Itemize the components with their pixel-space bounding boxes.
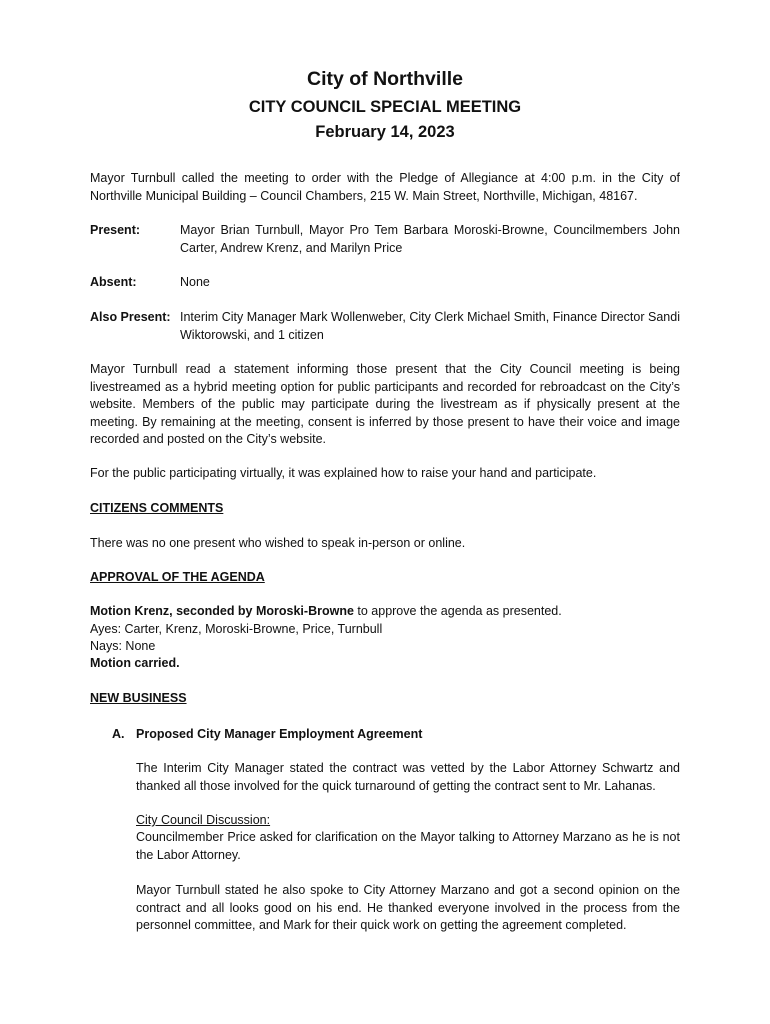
motion-text: to approve the agenda as presented.: [353, 604, 562, 618]
also-present-label: Also Present:: [90, 310, 171, 324]
livestream-statement: Mayor Turnbull read a statement informing those present that the City Council meeting is being livestreamed as a hybrid meeting option for public participants and recorded for rebroadcast on the City’s website. Members of the public may participate during the livestream as if physically present at the meeting. By remaining at the meeting, consent is inferred by those present to have their voice and image recorded and posted on the City’s website.: [90, 362, 680, 446]
meeting-date: February 14, 2023: [315, 123, 455, 141]
agenda-nays: Nays: None: [90, 639, 156, 653]
discussion-label: City Council Discussion:: [136, 813, 271, 827]
absent-label: Absent:: [90, 275, 137, 289]
new-business-heading: NEW BUSINESS: [90, 691, 187, 705]
city-title: City of Northville: [306, 68, 463, 90]
meeting-title: CITY COUNCIL SPECIAL MEETING: [248, 98, 522, 116]
item-a-paragraph-3: Mayor Turnbull stated he also spoke to City Attorney Marzano and got a second opinion on the contract and all looks good on his end. He thanked everyone involved in the process from the personnel committee, and Mark for their quick work on getting the agreement completed.: [136, 883, 680, 932]
citizens-comments-heading: CITIZENS COMMENTS: [90, 501, 224, 515]
agenda-ayes: Ayes: Carter, Krenz, Moroski-Browne, Price, Turnbull: [90, 622, 383, 636]
item-a-title: Proposed City Manager Employment Agreement: [136, 727, 423, 741]
item-a-paragraph-1: The Interim City Manager stated the contract was vetted by the Labor Attorney Schwartz and thanked all those involved for the quick turnaround of getting the contract sent to Mr. Lahanas.: [136, 761, 680, 793]
intro-paragraph: Mayor Turnbull called the meeting to order with the Pledge of Allegiance at 4:00 p.m. in the City of Northville Municipal Building – Council Chambers, 215 W. Main Street, Northville, Michigan, 48167.: [90, 171, 680, 203]
virtual-participation-note: For the public participating virtually, it was explained how to raise your hand and participate.: [90, 466, 597, 480]
citizens-comments-text: There was no one present who wished to speak in-person or online.: [90, 536, 466, 550]
absent-value: None: [180, 275, 210, 289]
present-value: Mayor Brian Turnbull, Mayor Pro Tem Barbara Moroski-Browne, Councilmembers John Carter, Andrew Krenz, and Marilyn Price: [180, 223, 680, 255]
present-label: Present:: [90, 223, 141, 237]
agenda-motion: [90, 603, 680, 621]
item-a-paragraph-2: Councilmember Price asked for clarification on the Mayor talking to Attorney Marzano as he is not the Labor Attorney.: [136, 830, 680, 862]
also-present-value: Interim City Manager Mark Wollenweber, City Clerk Michael Smith, Finance Director Sandi Wiktorowski, and 1 citizen: [180, 310, 680, 342]
item-a-letter: A.: [112, 727, 125, 741]
item-a-heading: [112, 726, 680, 744]
approval-agenda-heading: APPROVAL OF THE AGENDA: [90, 570, 265, 584]
motion-movers: Motion Krenz, seconded by Moroski-Browne: [90, 604, 354, 618]
agenda-result: Motion carried.: [90, 656, 180, 670]
